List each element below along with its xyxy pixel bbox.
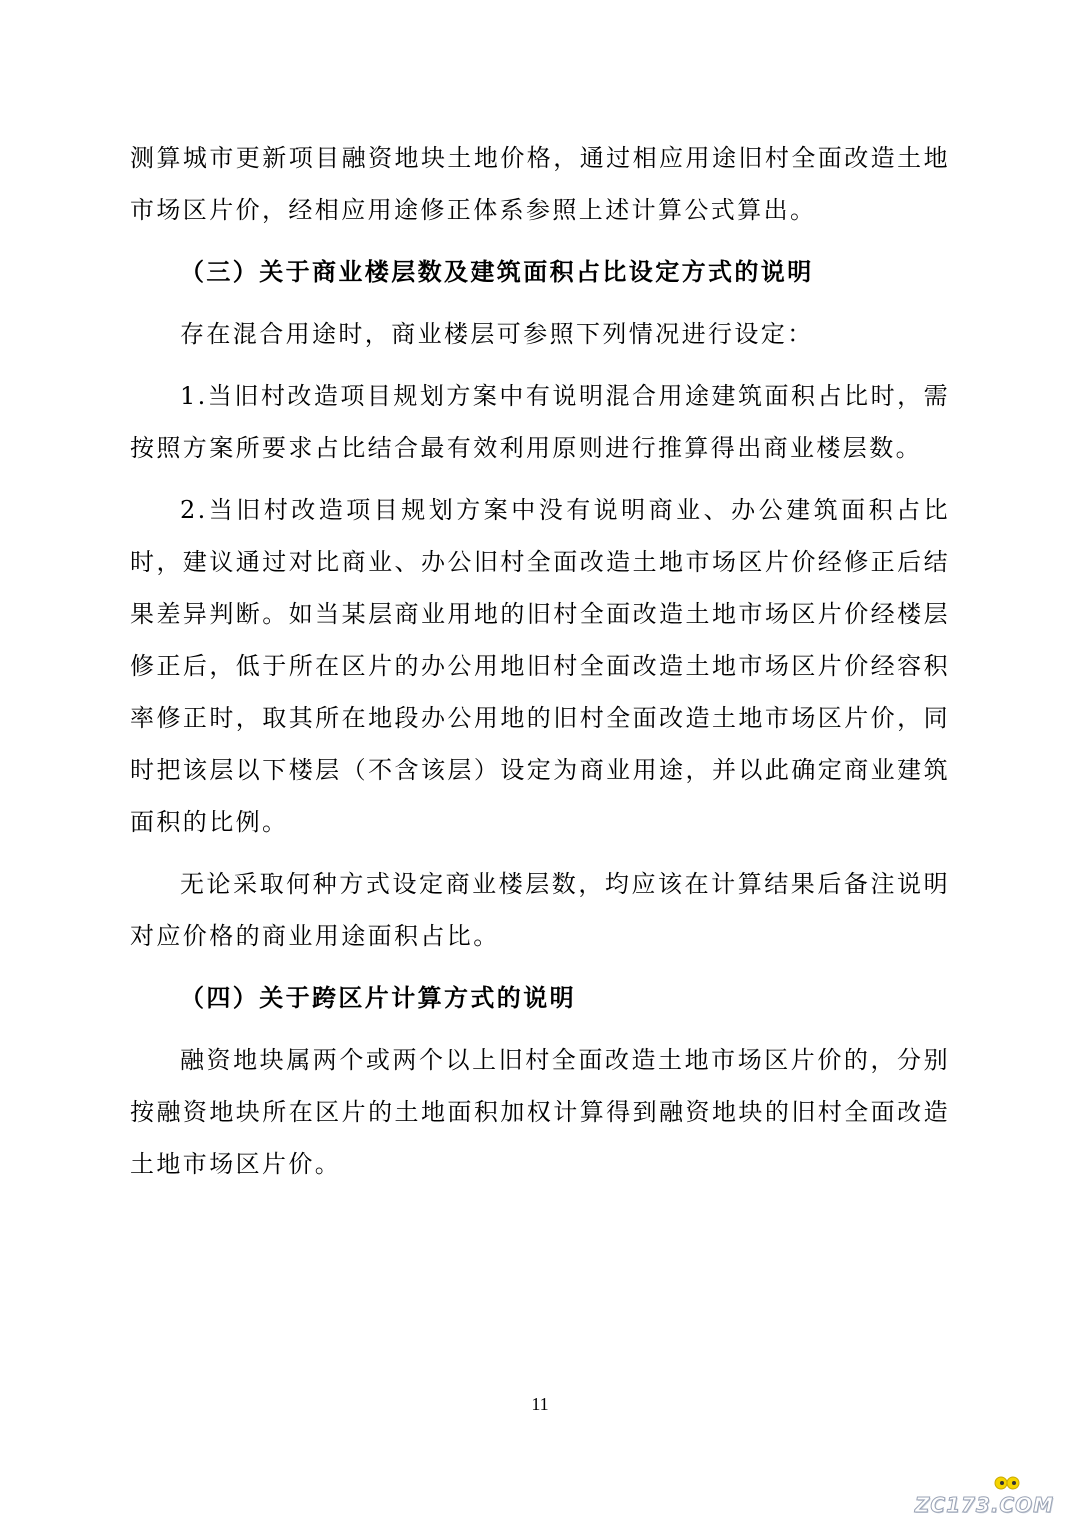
watermark-logo: ZC173.COM <box>914 1493 1054 1517</box>
section-heading-4: （四）关于跨区片计算方式的说明 <box>180 983 576 1012</box>
paragraph-intro: 存在混合用途时，商业楼层可参照下列情况进行设定： <box>180 320 814 348</box>
paragraph-note: 无论采取何种方式设定商业楼层数，均应该在计算结果后备注说明对应价格的商业用途面积占比。 <box>130 870 950 950</box>
paragraph-cross-zone: 融资地块属两个或两个以上旧村全面改造土地市场区片价的，分别按融资地块所在区片的土地面积加权计算得到融资地块的旧村全面改造土地市场区片价。 <box>130 1046 950 1178</box>
paragraph-continuation: 测算城市更新项目融资地块土地价格，通过相应用途旧村全面改造土地市场区片价，经相应用途修正体系参照上述计算公式算出。 <box>130 144 950 224</box>
paragraph-item-2: 2.当旧村改造项目规划方案中没有说明商业、办公建筑面积占比时，建议通过对比商业、办公旧村全面改造土地市场区片价经修正后结果差异判断。如当某层商业用地的旧村全面改造土地市场区片价经楼层修正后，低于所在区片的办公用地旧村全面改造土地市场区片价经容积率修正时，取其所在地段办公用地的旧村全面改造土地市场区片价，同时把该层以下楼层（不含该层）设定为商业用途，并以此确定商业建筑面积的比例。 <box>130 496 950 836</box>
document-body <box>130 132 950 1200</box>
watermark-eyes-icon <box>994 1475 1020 1491</box>
paragraph-item-1: 1.当旧村改造项目规划方案中有说明混合用途建筑面积占比时，需按照方案所要求占比结合最有效利用原则进行推算得出商业楼层数。 <box>130 382 950 462</box>
section-heading-3: （三）关于商业楼层数及建筑面积占比设定方式的说明 <box>180 257 814 286</box>
page-number: 11 <box>531 1394 549 1414</box>
